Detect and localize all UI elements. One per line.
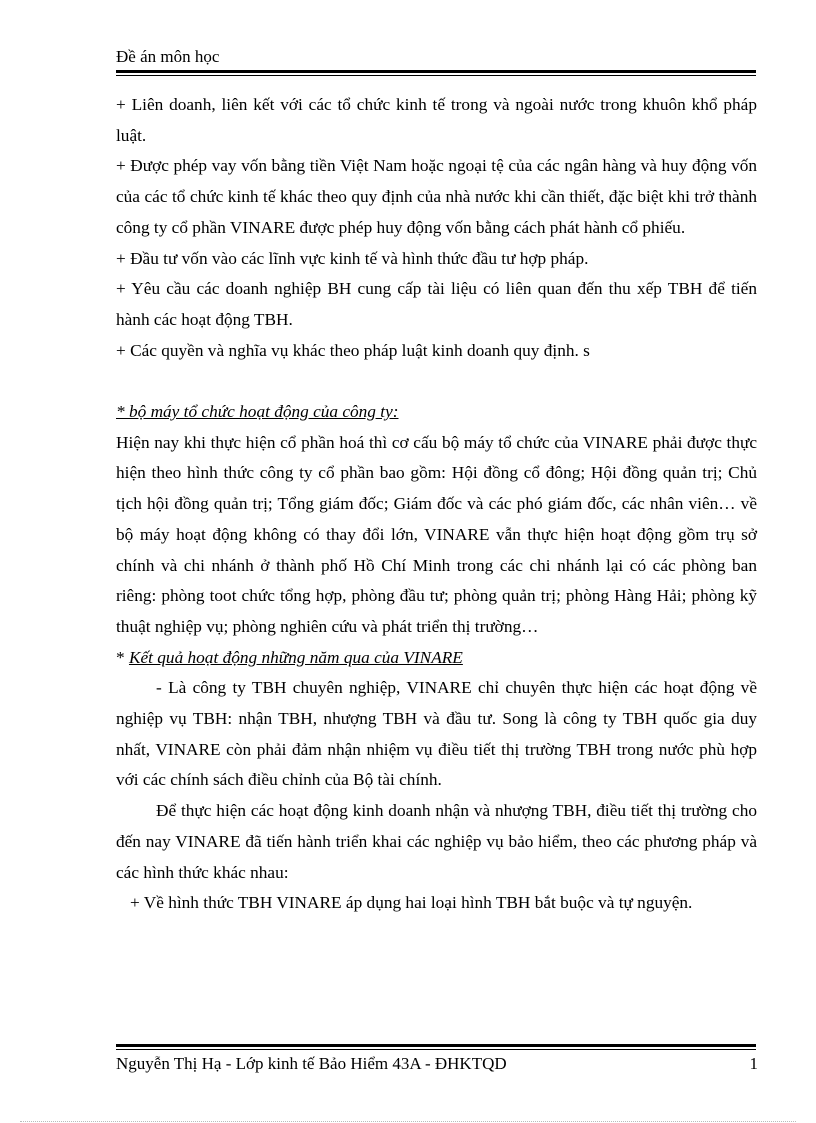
- footer-text: Nguyễn Thị Hạ - Lớp kinh tế Bảo Hiểm 43A - ĐHKTQD: [116, 1054, 507, 1073]
- page-number: 1: [749, 1054, 758, 1073]
- paragraph: + Yêu cầu các doanh nghiệp BH cung cấp tài liệu có liên quan đến thu xếp TBH để tiến hành các hoạt động TBH.: [116, 279, 757, 329]
- section1-heading: * bộ máy tổ chức hoạt động của công ty:: [116, 402, 399, 422]
- paragraph: + Liên doanh, liên kết với các tổ chức kinh tế trong và ngoài nước trong khuôn khổ pháp luật.: [116, 95, 757, 145]
- section-heading: [116, 397, 757, 428]
- section2-heading: Kết quả hoạt động những năm qua của VINARE: [128, 647, 463, 667]
- paragraph: - Là công ty TBH chuyên nghiệp, VINARE chỉ chuyên thực hiện các hoạt động về nghiệp vụ TBH: nhận TBH, nhượng TBH và đầu tư. Song là công ty TBH quốc gia duy nhất, VINARE còn phải đảm nhận nhiệm vụ điều tiết thị trường TBH trong nước phù hợp với các chính sách điều chỉnh của Bộ tài chính.: [116, 678, 757, 790]
- paragraph: + Về hình thức TBH VINARE áp dụng hai loại hình TBH bắt buộc và tự nguyện.: [130, 893, 693, 913]
- header-rule-thick: [116, 70, 756, 73]
- header-title: Đề án môn học: [116, 47, 220, 66]
- paragraph: Hiện nay khi thực hiện cổ phần hoá thì cơ cấu bộ máy tổ chức của VINARE phải được thực hiện theo hình thức công ty cổ phần bao gồm: Hội đồng cổ đông; Hội đồng quản trị; Chủ tịch hội đồng quản trị; Tổng giám đốc; Giám đốc và các phó giám đốc, các nhân viên… về bộ máy hoạt động không có thay đổi lớn, VINARE vẫn thực hiện hoạt động gồm trụ sở chính và chi nhánh ở thành phố Hồ Chí Minh trong các chi nhánh lại có các phòng ban riêng: phòng toot chức tổng hợp, phòng đầu tư; phòng quản trị; phòng Hàng Hải; phòng kỹ thuật nghiệp vụ; phòng nghiên cứu và phát triển thị trường…: [116, 432, 757, 636]
- header-rule-thin: [116, 75, 756, 76]
- footer-rule-thick: [116, 1044, 756, 1047]
- section-heading: [116, 643, 757, 674]
- paragraph: Để thực hiện các hoạt động kinh doanh nhận và nhượng TBH, điều tiết thị trường cho đến nay VINARE đã tiến hành triển khai các nghiệp vụ bảo hiểm, theo các phương pháp và các hình thức khác nhau:: [116, 801, 757, 882]
- paragraph: + Được phép vay vốn bằng tiền Việt Nam hoặc ngoại tệ của các ngân hàng và huy động vốn của các tổ chức kinh tế khác theo quy định của nhà nước khi cần thiết, đặc biệt khi trở thành công ty cổ phần VINARE được phép huy động vốn bằng cách phát hành cổ phiếu.: [116, 156, 757, 237]
- body-text: [116, 90, 757, 919]
- page-edge-divider: [20, 1121, 796, 1122]
- blank-line: [116, 366, 757, 397]
- footer-rule-thin: [116, 1049, 756, 1050]
- section2-prefix: *: [116, 647, 129, 667]
- paragraph: + Các quyền và nghĩa vụ khác theo pháp luật kinh doanh quy định. s: [116, 340, 590, 360]
- paragraph: + Đầu tư vốn vào các lĩnh vực kinh tế và hình thức đầu tư hợp pháp.: [116, 248, 589, 268]
